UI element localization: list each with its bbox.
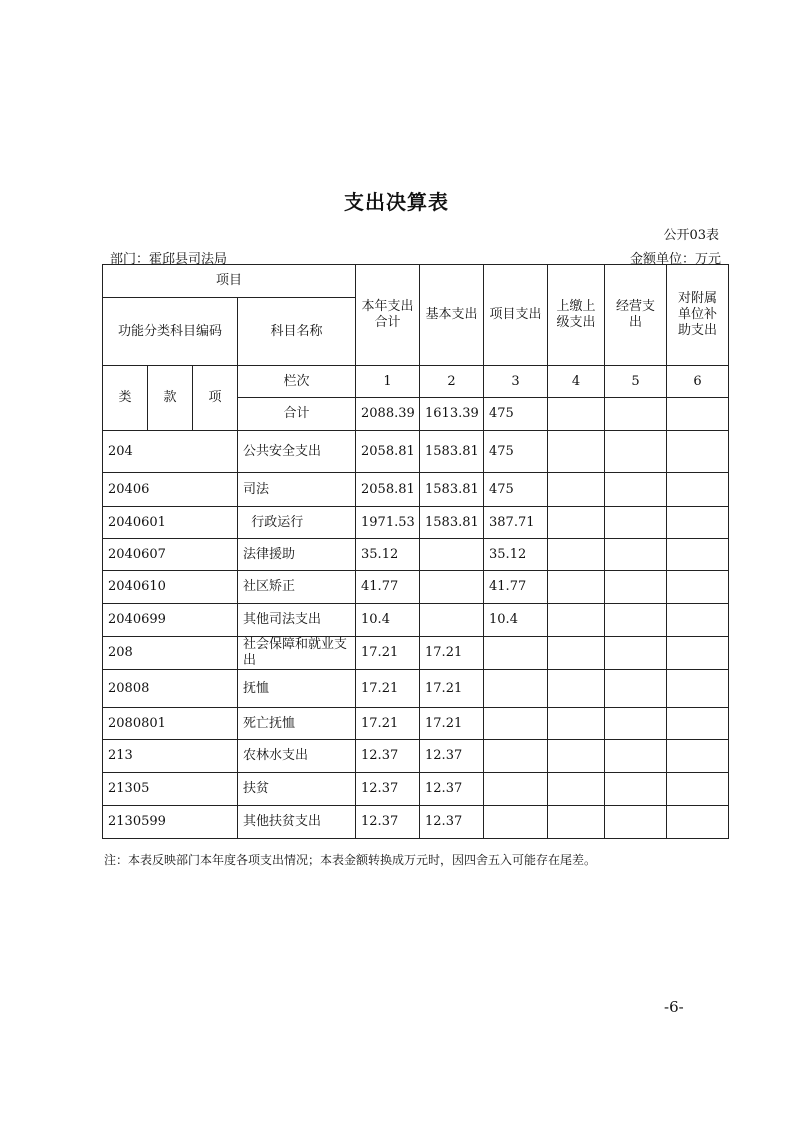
column-number-3: 3 (484, 366, 548, 398)
cell-project: 35.12 (484, 539, 548, 571)
cell-basic (420, 604, 484, 637)
cell-project (484, 806, 548, 839)
cell-business (605, 637, 667, 670)
cell-basic: 12.37 (420, 740, 484, 773)
column-number-1: 1 (356, 366, 420, 398)
cell-basic: 17.21 (420, 670, 484, 708)
cell-basic: 12.37 (420, 806, 484, 839)
cell-project: 10.4 (484, 604, 548, 637)
cell-total: 12.37 (356, 773, 420, 806)
cell-business (605, 670, 667, 708)
cell-basic: 1583.81 (420, 507, 484, 539)
cell-business (605, 571, 667, 604)
department-label: 部门：霍邱县司法局 (110, 252, 228, 267)
cell-total: 2058.81 (356, 431, 420, 473)
cell-subject-name: 其他司法支出 (238, 604, 356, 637)
cell-upper (548, 806, 605, 839)
cell-code: 213 (103, 740, 238, 773)
cell-subject-name: 抚恤 (238, 670, 356, 708)
cell-subsidy (667, 708, 729, 740)
table-row (103, 431, 729, 473)
cell-upper (548, 604, 605, 637)
cell-subsidy (667, 473, 729, 507)
column-number-6: 6 (667, 366, 729, 398)
cell-upper (548, 539, 605, 571)
cell-total: 17.21 (356, 708, 420, 740)
header-col1: 本年支出合计 (356, 265, 420, 366)
total-subsidy (667, 398, 729, 431)
table-row (103, 740, 729, 773)
cell-subject-name: 社会保障和就业支出 (238, 637, 356, 670)
total-business (605, 398, 667, 431)
header-subject-name: 科目名称 (238, 298, 356, 366)
table-row (103, 571, 729, 604)
total-upper (548, 398, 605, 431)
header-xiang: 项 (193, 366, 238, 431)
cell-business (605, 539, 667, 571)
cell-total: 12.37 (356, 740, 420, 773)
cell-code: 204 (103, 431, 238, 473)
unit-label: 金额单位：万元 (629, 252, 721, 267)
total-basic: 1613.39 (420, 398, 484, 431)
cell-project (484, 708, 548, 740)
cell-subject-name: 其他扶贫支出 (238, 806, 356, 839)
cell-basic: 1583.81 (420, 431, 484, 473)
cell-total: 35.12 (356, 539, 420, 571)
cell-subject-name: 行政运行 (238, 507, 356, 539)
header-col3: 项目支出 (484, 265, 548, 366)
cell-business (605, 604, 667, 637)
cell-basic: 1583.81 (420, 473, 484, 507)
cell-subject-name: 公共安全支出 (238, 431, 356, 473)
cell-upper (548, 773, 605, 806)
total-sum: 2088.39 (356, 398, 420, 431)
cell-code: 20406 (103, 473, 238, 507)
cell-upper (548, 670, 605, 708)
cell-basic (420, 571, 484, 604)
cell-business (605, 806, 667, 839)
cell-business (605, 740, 667, 773)
cell-project: 387.71 (484, 507, 548, 539)
header-col4: 上缴上级支出 (548, 265, 605, 366)
cell-subsidy (667, 571, 729, 604)
cell-code: 2040699 (103, 604, 238, 637)
cell-business (605, 473, 667, 507)
cell-project: 475 (484, 431, 548, 473)
cell-upper (548, 431, 605, 473)
header-lanci: 栏次 (238, 366, 356, 398)
header-col2: 基本支出 (420, 265, 484, 366)
cell-total: 12.37 (356, 806, 420, 839)
cell-subject-name: 社区矫正 (238, 571, 356, 604)
cell-total: 17.21 (356, 637, 420, 670)
cell-total: 1971.53 (356, 507, 420, 539)
cell-basic (420, 539, 484, 571)
cell-project (484, 670, 548, 708)
cell-subsidy (667, 773, 729, 806)
cell-total: 17.21 (356, 670, 420, 708)
table-row (103, 604, 729, 637)
expenditure-table (102, 264, 729, 839)
cell-upper (548, 473, 605, 507)
cell-code: 208 (103, 637, 238, 670)
cell-subsidy (667, 604, 729, 637)
cell-basic: 12.37 (420, 773, 484, 806)
column-number-2: 2 (420, 366, 484, 398)
cell-total: 41.77 (356, 571, 420, 604)
cell-subsidy (667, 806, 729, 839)
cell-project (484, 637, 548, 670)
cell-business (605, 708, 667, 740)
cell-subject-name: 农林水支出 (238, 740, 356, 773)
cell-code: 2040610 (103, 571, 238, 604)
cell-basic: 17.21 (420, 708, 484, 740)
cell-project (484, 773, 548, 806)
cell-code: 21305 (103, 773, 238, 806)
header-lei: 类 (103, 366, 148, 431)
cell-upper (548, 507, 605, 539)
cell-subject-name: 法律援助 (238, 539, 356, 571)
page-number: -6- (664, 998, 684, 1016)
cell-code: 2040601 (103, 507, 238, 539)
cell-subsidy (667, 637, 729, 670)
page-title: 支出决算表 (344, 190, 449, 214)
cell-subject-name: 扶贫 (238, 773, 356, 806)
cell-project: 41.77 (484, 571, 548, 604)
cell-business (605, 773, 667, 806)
cell-code: 2040607 (103, 539, 238, 571)
form-code: 公开03表 (663, 228, 719, 243)
cell-subsidy (667, 670, 729, 708)
cell-code: 20808 (103, 670, 238, 708)
cell-upper (548, 708, 605, 740)
table-row (103, 708, 729, 740)
header-func-code: 功能分类科目编码 (103, 298, 238, 366)
cell-subsidy (667, 539, 729, 571)
cell-business (605, 431, 667, 473)
column-number-5: 5 (605, 366, 667, 398)
cell-subsidy (667, 740, 729, 773)
cell-upper (548, 637, 605, 670)
cell-subject-name: 死亡抚恤 (238, 708, 356, 740)
cell-subsidy (667, 431, 729, 473)
cell-business (605, 507, 667, 539)
table-row (103, 670, 729, 708)
cell-basic: 17.21 (420, 637, 484, 670)
cell-project (484, 740, 548, 773)
table-row (103, 637, 729, 670)
total-project: 475 (484, 398, 548, 431)
table-row (103, 773, 729, 806)
total-label: 合计 (238, 398, 356, 431)
header-project: 项目 (103, 265, 356, 298)
cell-total: 2058.81 (356, 473, 420, 507)
cell-code: 2080801 (103, 708, 238, 740)
cell-upper (548, 571, 605, 604)
cell-subsidy (667, 507, 729, 539)
cell-upper (548, 740, 605, 773)
table-row (103, 539, 729, 571)
cell-project: 475 (484, 473, 548, 507)
header-kuan: 款 (148, 366, 193, 431)
cell-total: 10.4 (356, 604, 420, 637)
footnote: 注：本表反映部门本年度各项支出情况；本表金额转换成万元时，因四舍五入可能存在尾差。 (104, 853, 597, 867)
cell-subject-name: 司法 (238, 473, 356, 507)
table-row (103, 473, 729, 507)
header-col5: 经营支出 (605, 265, 667, 366)
header-col6: 对附属单位补助支出 (667, 265, 729, 366)
column-number-4: 4 (548, 366, 605, 398)
table-row (103, 806, 729, 839)
cell-code: 2130599 (103, 806, 238, 839)
table-row (103, 507, 729, 539)
